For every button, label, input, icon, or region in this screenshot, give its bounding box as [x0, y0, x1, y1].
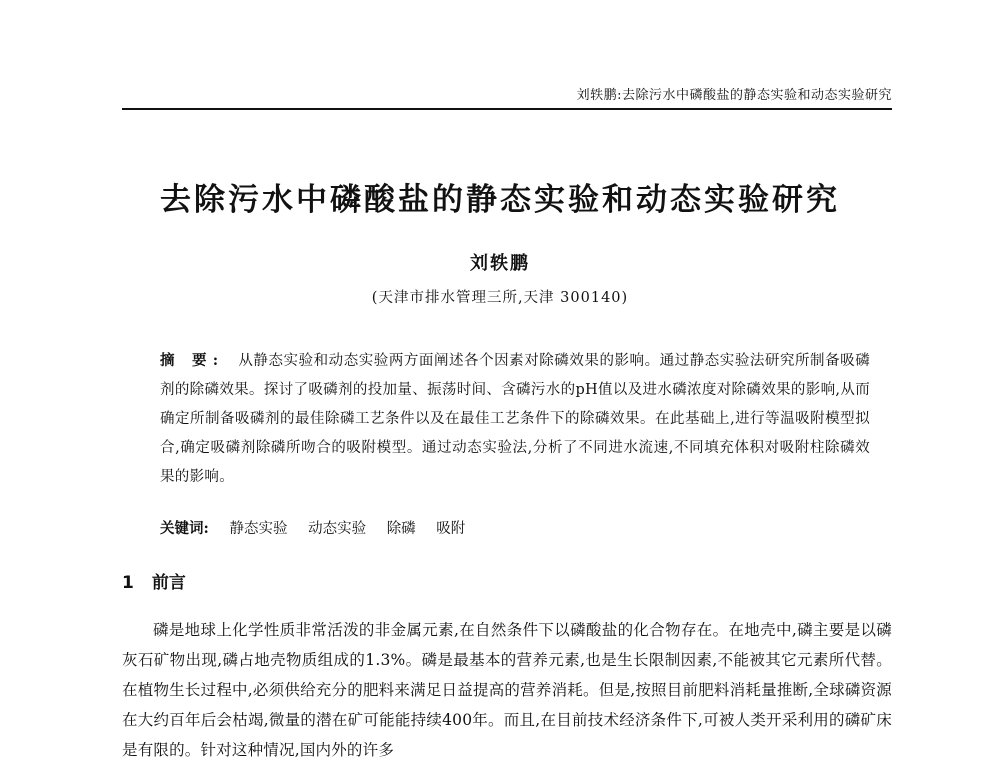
running-head: 刘轶鹏:去除污水中磷酸盐的静态实验和动态实验研究 — [576, 88, 892, 103]
keyword-item: 吸附 — [436, 521, 466, 537]
section-title: 前言 — [151, 573, 186, 593]
section-heading — [122, 568, 186, 593]
abstract-label: 摘 要: — [160, 352, 225, 369]
abstract — [160, 346, 870, 492]
keyword-item: 静态实验 — [229, 521, 288, 537]
body-text — [122, 615, 892, 765]
author-affiliation: (天津市排水管理三所,天津 300140) — [371, 290, 629, 306]
body-paragraph: 磷是地球上化学性质非常活泼的非金属元素,在自然条件下以磷酸盐的化合物存在。在地壳中,磷主要是以磷灰石矿物出现,磷占地壳物质组成的1.3%。磷是最基本的营养元素,也是生长限制因素,不能被其它元素所代替。在植物生长过程中,必须供给充分的肥料来满足日益提高的营养消耗。但是,按照目前肥料消耗量推断,全球磷资源在大约百年后会枯竭,微量的潜在矿可能能持续400年。而且,在目前技术经济条件下,可被人类开采利用的磷矿床是有限的。针对这种情况,国内外的许多 — [122, 621, 892, 759]
paper-title: 去除污水中磷酸盐的静态实验和动态实验研究 — [160, 182, 840, 218]
abstract-text: 从静态实验和动态实验两方面阐述各个因素对除磷效果的影响。通过静态实验法研究所制备吸磷剂的除磷效果。探讨了吸磷剂的投加量、振荡时间、含磷污水的pH值以及进水磷浓度对除磷效果的影响,从而确定所制备吸磷剂的最佳除磷工艺条件以及在最佳工艺条件下的除磷效果。在此基础上,进行等温吸附模型拟合,确定吸磷剂除磷所吻合的吸附模型。通过动态实验法,分析了不同进水流速,不同填充体积对吸附柱除磷效果的影响。 — [160, 353, 870, 485]
keyword-item: 除磷 — [386, 521, 416, 537]
header-rule — [122, 108, 892, 110]
author-name: 刘轶鹏 — [470, 253, 530, 274]
keywords-label: 关键词: — [160, 520, 209, 537]
section-number: 1 — [122, 573, 134, 593]
keyword-item: 动态实验 — [308, 521, 367, 537]
keywords — [160, 517, 481, 538]
